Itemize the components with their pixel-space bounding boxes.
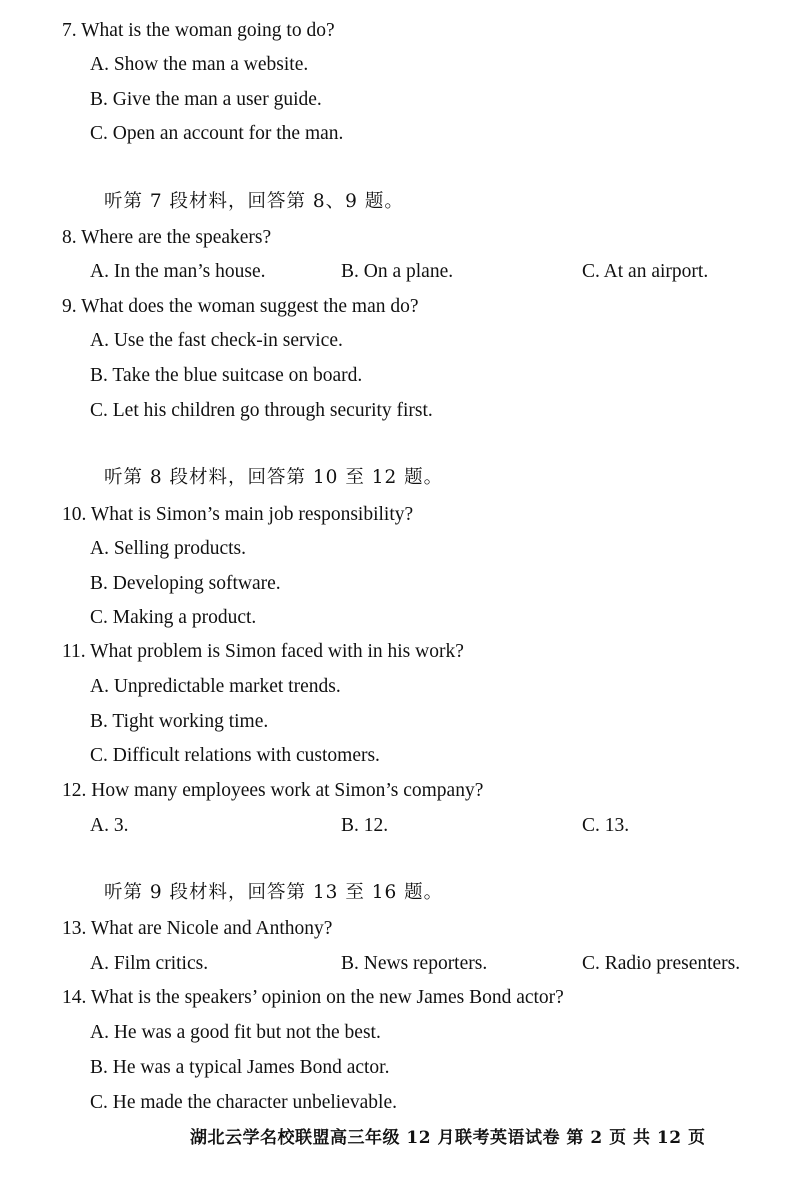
question-8-stem: 8. Where are the speakers? (62, 227, 272, 248)
question-12-option-c: C. 13. (582, 815, 630, 836)
question-8-option-c: C. At an airport. (582, 261, 709, 282)
question-7-option-a: A. Show the man a website. (90, 54, 309, 75)
question-12-option-b: B. 12. (341, 815, 389, 836)
question-11-option-a: A. Unpredictable market trends. (90, 676, 341, 697)
question-8-option-b: B. On a plane. (341, 261, 454, 282)
question-9-option-b: B. Take the blue suitcase on board. (90, 365, 363, 386)
page-footer: 湖北云学名校联盟高三年级 12 月联考英语试卷 第 2 页 共 12 页 (190, 1128, 706, 1148)
question-10-stem: 10. What is Simon’s main job responsibility? (62, 504, 414, 525)
question-13-option-c: C. Radio presenters. (582, 953, 741, 974)
question-8-options (90, 262, 770, 286)
question-10-option-c: C. Making a product. (90, 607, 257, 628)
question-11-option-c: C. Difficult relations with customers. (90, 745, 380, 766)
question-13-options (90, 954, 770, 978)
question-12-option-a: A. 3. (90, 815, 129, 836)
question-12-options (90, 816, 770, 840)
question-14-stem: 14. What is the speakers’ opinion on the new James Bond actor? (62, 987, 564, 1008)
question-13-option-b: B. News reporters. (341, 953, 488, 974)
question-10-option-a: A. Selling products. (90, 538, 246, 559)
question-9-stem: 9. What does the woman suggest the man do? (62, 296, 419, 317)
question-14-option-b: B. He was a typical James Bond actor. (90, 1057, 390, 1078)
question-10-option-b: B. Developing software. (90, 573, 281, 594)
question-13-option-a: A. Film critics. (90, 953, 209, 974)
question-9-option-a: A. Use the fast check-in service. (90, 330, 343, 351)
section-heading-9: 听第 9 段材料，回答第 13 至 16 题。 (104, 882, 444, 903)
question-11-stem: 11. What problem is Simon faced with in his work? (62, 641, 464, 662)
question-7-option-b: B. Give the man a user guide. (90, 89, 322, 110)
section-heading-7: 听第 7 段材料，回答第 8、9 题。 (104, 191, 404, 212)
question-13-stem: 13. What are Nicole and Anthony? (62, 918, 333, 939)
question-12-stem: 12. How many employees work at Simon’s company? (62, 780, 484, 801)
section-heading-8: 听第 8 段材料，回答第 10 至 12 题。 (104, 467, 444, 488)
question-8-option-a: A. In the man’s house. (90, 261, 266, 282)
question-14-option-a: A. He was a good fit but not the best. (90, 1022, 381, 1043)
question-7-option-c: C. Open an account for the man. (90, 123, 344, 144)
question-14-option-c: C. He made the character unbelievable. (90, 1092, 397, 1113)
question-11-option-b: B. Tight working time. (90, 711, 269, 732)
question-9-option-c: C. Let his children go through security first. (90, 400, 433, 421)
question-7-stem: 7. What is the woman going to do? (62, 20, 335, 41)
